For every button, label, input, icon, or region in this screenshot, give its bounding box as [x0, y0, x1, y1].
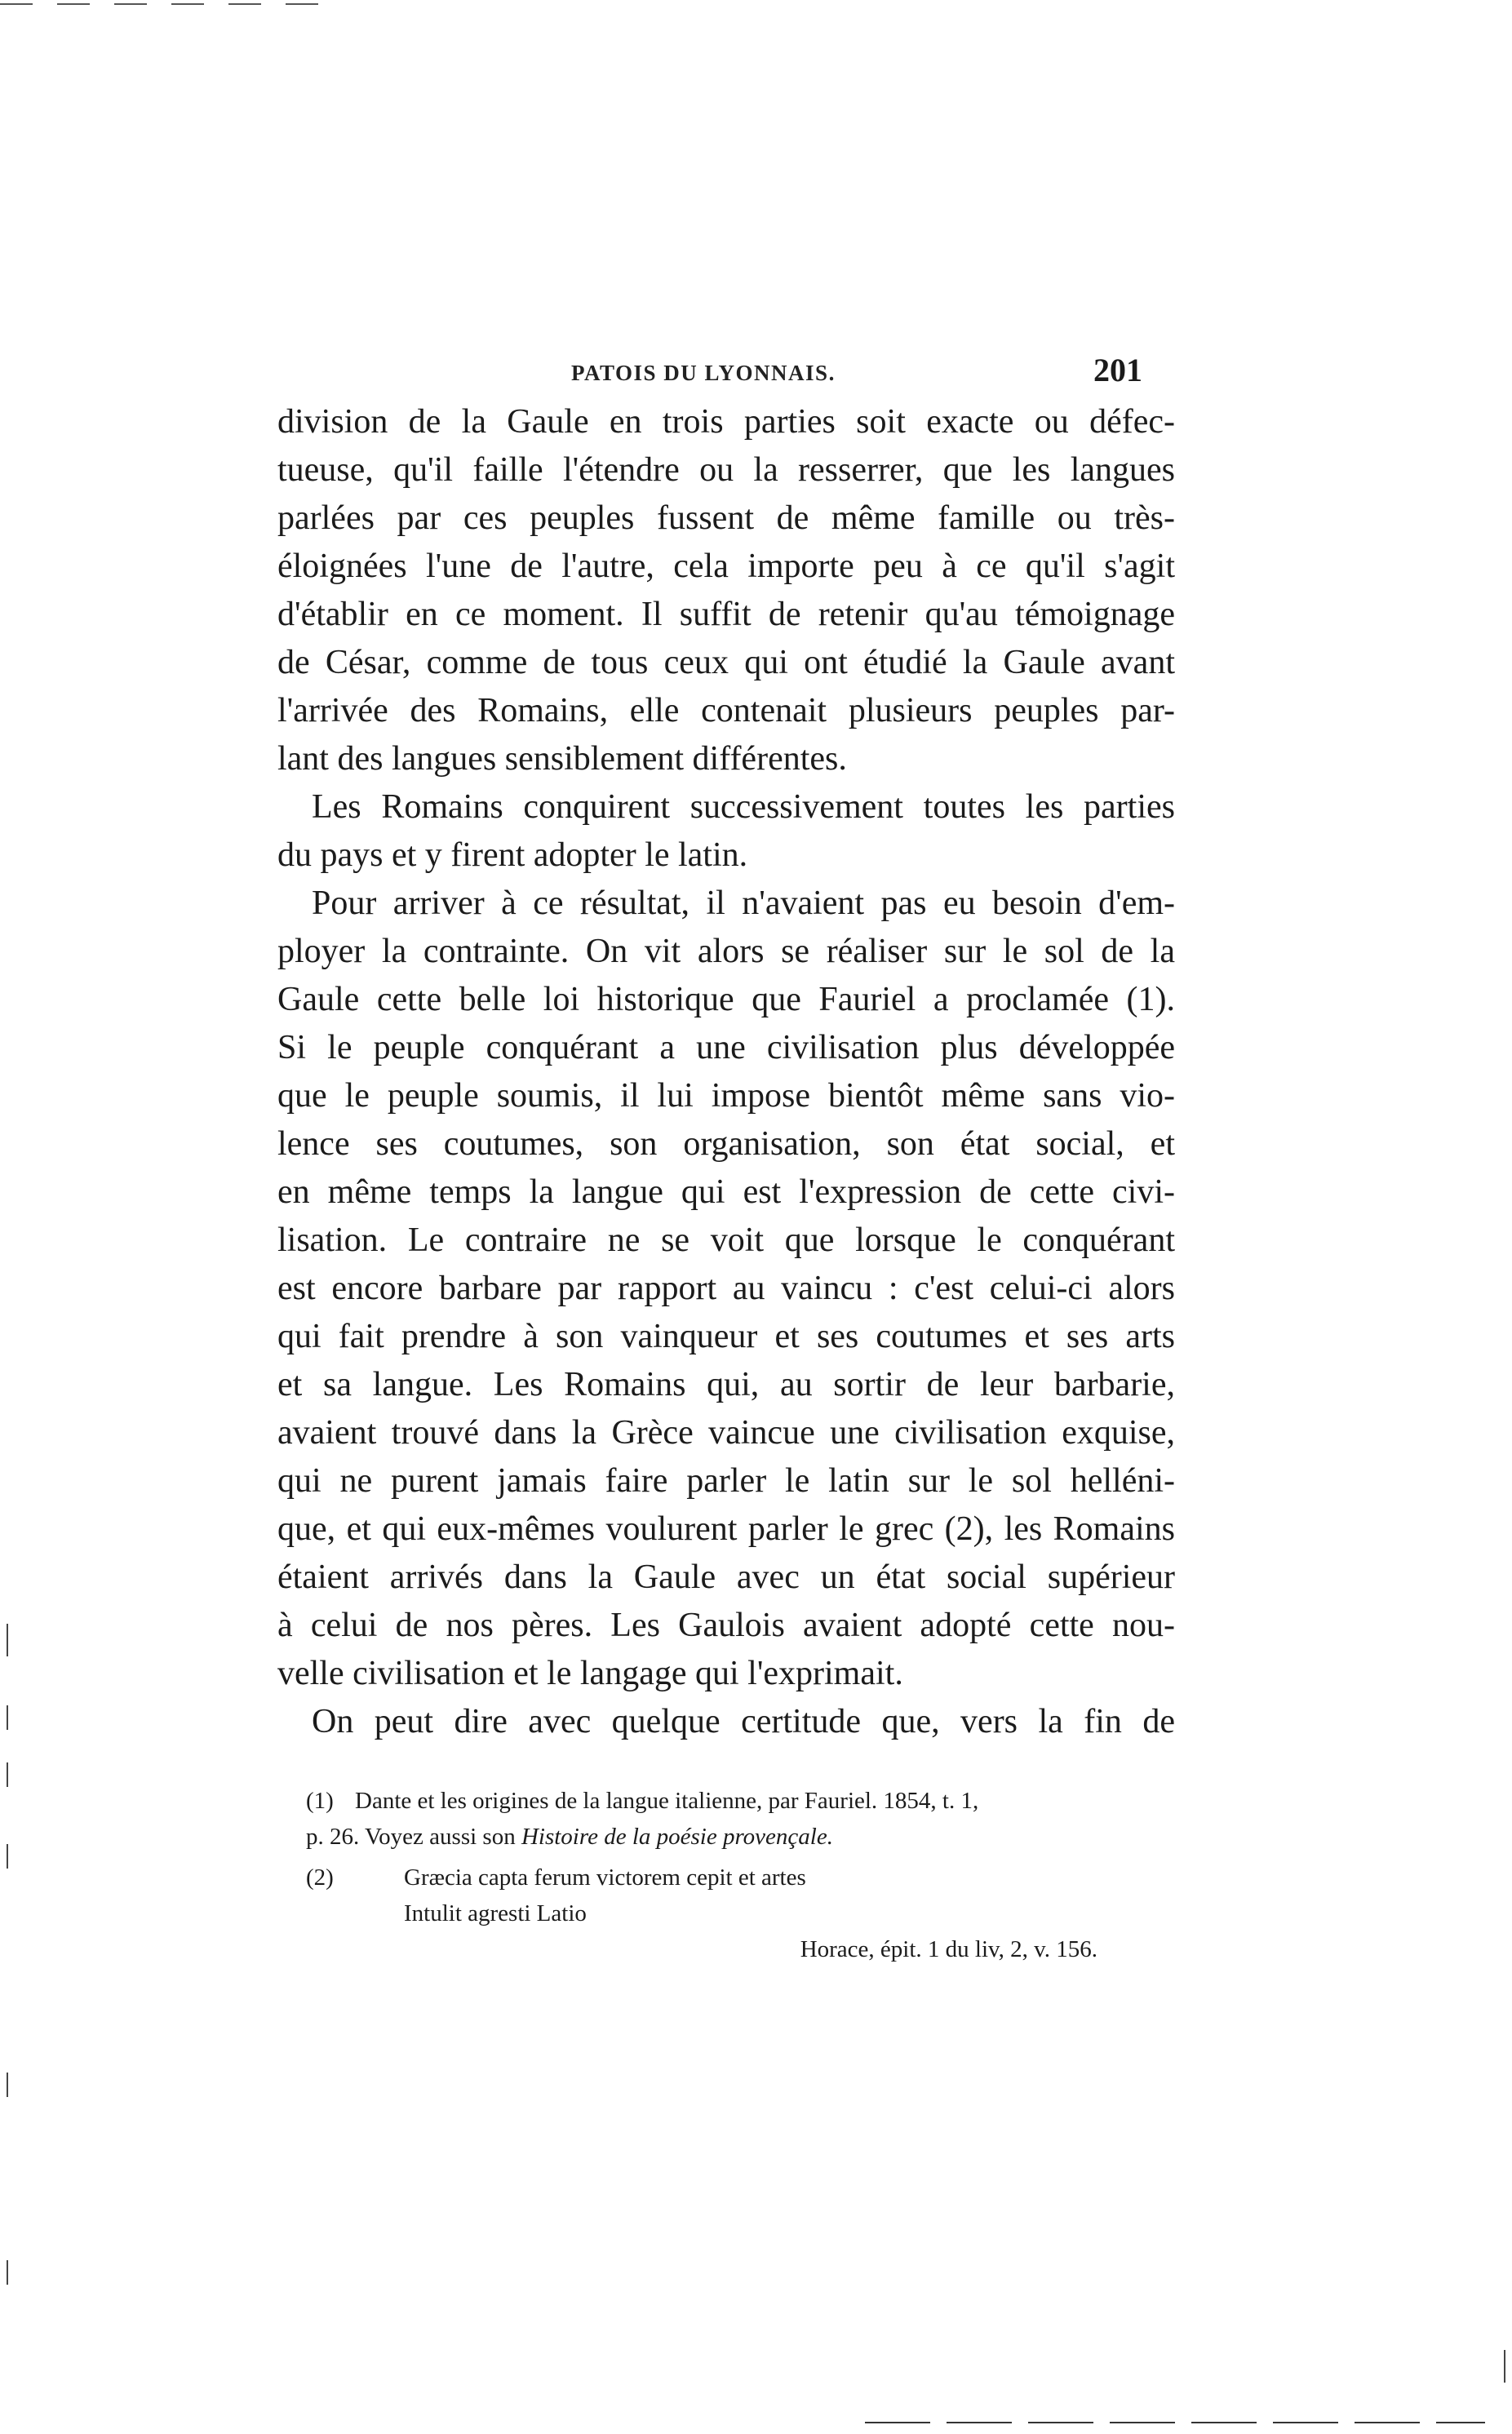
- scan-mark: [1504, 2350, 1505, 2383]
- text-line: division de la Gaule en trois parties soit exacte ou défec-: [277, 403, 1175, 441]
- running-header: [277, 343, 1142, 392]
- text-line: qui ne purent jamais faire parler le latin sur le sol helléni-: [277, 1462, 1175, 1500]
- text-line: Si le peuple conquérant a une civilisation plus développée: [277, 1029, 1175, 1066]
- footnote-2-line-2: [306, 1895, 1175, 1931]
- footnote-2-number: (2): [306, 1864, 334, 1891]
- text-line: lisation. Le contraire ne se voit que lorsque le conquérant: [277, 1221, 1175, 1259]
- footnote-1-line-1: [306, 1783, 1175, 1819]
- text-line: lant des langues sensiblement différentes.: [277, 740, 847, 778]
- scan-edge-bottom: [865, 2422, 1485, 2423]
- footnote-1-number: (1): [306, 1788, 334, 1814]
- text-line: du pays et y firent adopter le latin.: [277, 836, 748, 874]
- footnote-2-line-1: [306, 1860, 1175, 1895]
- text-line: lence ses coutumes, son organisation, son état social, et: [277, 1125, 1175, 1163]
- text-line: parlées par ces peuples fussent de même famille ou très-: [277, 499, 1175, 537]
- text-line: On peut dire avec quelque certitude que, vers la fin de: [312, 1703, 1175, 1740]
- text-line: et sa langue. Les Romains qui, au sortir de leur barbarie,: [277, 1366, 1175, 1403]
- scan-edge-top: [0, 3, 326, 5]
- text-line: que le peuple soumis, il lui impose bientôt même sans vio-: [277, 1077, 1175, 1115]
- text-line: Gaule cette belle loi historique que Fauriel a proclamée (1).: [277, 981, 1175, 1018]
- scan-mark: [7, 1844, 8, 1869]
- footnote-2-verse-1: Græcia capta ferum victorem cepit et artes: [404, 1864, 806, 1891]
- footnote-1-text: Dante et les origines de la langue italienne, par Fauriel. 1854, t. 1,: [355, 1788, 979, 1814]
- text-line: avaient trouvé dans la Grèce vaincue une civilisation exquise,: [277, 1414, 1175, 1452]
- scan-mark: [7, 1705, 8, 1730]
- scan-mark: [7, 1762, 8, 1787]
- running-title: PATOIS DU LYONNAIS.: [571, 361, 836, 385]
- footnote-1-text-cont: p. 26. Voyez aussi son: [306, 1824, 521, 1850]
- body-text: [277, 398, 1175, 1746]
- footnote-1-line-2: [306, 1819, 1175, 1855]
- text-line: tueuse, qu'il faille l'étendre ou la resserrer, que les langues: [277, 451, 1175, 489]
- scan-mark: [7, 2073, 8, 2097]
- scan-mark: [7, 1624, 8, 1656]
- text-line: à celui de nos pères. Les Gaulois avaient adopté cette nou-: [277, 1607, 1175, 1644]
- text-line: est encore barbare par rapport au vaincu : c'est celui-ci alors: [277, 1270, 1175, 1307]
- text-line: que, et qui eux-mêmes voulurent parler le grec (2), les Romains: [277, 1510, 1175, 1548]
- text-line: Pour arriver à ce résultat, il n'avaient pas eu besoin d'em-: [312, 884, 1175, 922]
- text-line: en même temps la langue qui est l'expression de cette civi-: [277, 1173, 1175, 1211]
- text-line: velle civilisation et le langage qui l'exprimait.: [277, 1655, 903, 1692]
- footnote-2-verse-2: Intulit agresti Latio: [404, 1900, 587, 1926]
- page-number: 201: [1093, 352, 1142, 388]
- scan-mark: [7, 2260, 8, 2285]
- text-line: Les Romains conquirent successivement toutes les parties: [312, 788, 1175, 826]
- footnote-2-source: Horace, épit. 1 du liv, 2, v. 156.: [800, 1936, 1097, 1962]
- text-line: étaient arrivés dans la Gaule avec un état social supérieur: [277, 1558, 1175, 1596]
- footnotes: [306, 1783, 1175, 1967]
- text-line: d'établir en ce moment. Il suffit de retenir qu'au témoignage: [277, 596, 1175, 633]
- text-line: de César, comme de tous ceux qui ont étudié la Gaule avant: [277, 644, 1175, 681]
- text-line: l'arrivée des Romains, elle contenait plusieurs peuples par-: [277, 692, 1175, 729]
- text-line: ployer la contrainte. On vit alors se réaliser sur le sol de la: [277, 933, 1175, 970]
- text-line: éloignées l'une de l'autre, cela importe peu à ce qu'il s'agit: [277, 548, 1175, 585]
- text-line: qui fait prendre à son vainqueur et ses coutumes et ses arts: [277, 1318, 1175, 1355]
- footnote-1-title: Histoire de la poésie provençale.: [521, 1824, 833, 1850]
